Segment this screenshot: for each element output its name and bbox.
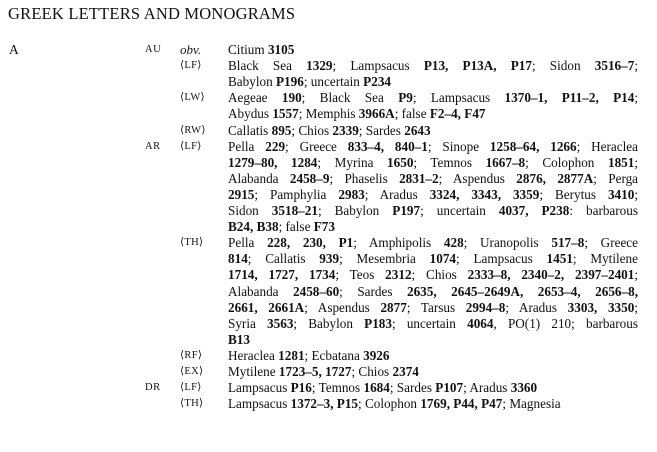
place-text: ; Magnesia [502, 396, 561, 412]
position-label: ⟨TH⟩ [180, 398, 204, 410]
reference-number: 2458–9 [289, 170, 330, 186]
place-text: Sidon [228, 203, 272, 218]
position-label: ⟨LF⟩ [180, 140, 202, 152]
page-heading: GREEK LETTERS AND MONOGRAMS [8, 4, 296, 23]
reference-number: 2339 [332, 122, 359, 138]
entry-text [228, 251, 638, 267]
reference-number: P196 [276, 74, 304, 90]
index-letter: A [9, 42, 19, 57]
place-text: Callatis [228, 122, 272, 138]
reference-number: 939 [319, 251, 340, 267]
reference-number: 2915 [228, 186, 255, 202]
reference-number: 1667–8 [485, 154, 526, 170]
place-text: ; Aradus [463, 380, 511, 396]
reference-number: P16 [290, 380, 312, 396]
place-text: ; Chios [291, 122, 333, 138]
place-text: ; Memphis [298, 106, 359, 122]
place-text: ; Berytus [539, 186, 608, 202]
place-text: ; Babylon [293, 315, 365, 331]
reference-number: 1372–3, P15 [290, 396, 359, 412]
position-label: ⟨LF⟩ [180, 60, 202, 72]
place-text: ; uncertain [391, 315, 468, 331]
place-text: ; [634, 299, 639, 315]
reference-number: 3516–7 [594, 58, 635, 74]
reference-number: P9 [398, 90, 413, 106]
entry-text [228, 219, 335, 235]
place-text: ; Colophon [358, 396, 421, 412]
reference-number: 1370–1, P11–2, P14 [504, 90, 635, 106]
entry-text [228, 123, 431, 139]
place-text: Alabanda [228, 283, 294, 299]
position-label: ⟨RF⟩ [180, 349, 203, 361]
reference-number: 4037, P238 [498, 203, 570, 218]
reference-number: P107 [435, 380, 464, 396]
reference-number: B13 [228, 331, 250, 347]
place-text: ; Teos [335, 267, 386, 283]
place-text: ; Aspendus [304, 299, 381, 315]
reference-number: 3410 [607, 186, 635, 202]
entry-text [228, 139, 638, 155]
entry-text [228, 348, 389, 364]
entry-text [228, 332, 250, 348]
place-text: ; Phaselis [329, 170, 400, 186]
entry-text [228, 187, 638, 203]
position-label: ⟨LF⟩ [180, 382, 202, 394]
place-text: ; [634, 186, 638, 202]
place-text: : barbarous [569, 203, 638, 218]
place-text: ; Sidon [531, 58, 595, 74]
place-text: Lampsacus [228, 396, 291, 412]
place-text: ; Tarsus [406, 299, 466, 315]
place-text: Alabanda [228, 170, 290, 186]
reference-number: 2643 [404, 122, 431, 138]
reference-number: P13, P13A, P17 [423, 58, 532, 74]
place-text: ; Pamphylia [254, 186, 339, 202]
place-text: ; [634, 154, 639, 170]
reference-number: 2831–2 [399, 170, 439, 186]
entry-text [228, 74, 391, 90]
place-text: ; Chios [351, 364, 393, 379]
reference-number: 2333–8, 2340–2, 2397–2401 [467, 267, 635, 283]
reference-number: 814 [228, 251, 248, 267]
place-text: Aegeae [228, 90, 282, 106]
position-label: ⟨TH⟩ [180, 237, 204, 249]
reference-number: 2994–8 [465, 299, 506, 315]
place-text: ; Ecbatana [304, 347, 364, 363]
reference-number: 3105 [267, 42, 295, 57]
place-text: ; [634, 58, 638, 74]
reference-number: 228, 230, P1 [267, 235, 354, 251]
reference-number: 1684 [363, 380, 390, 396]
place-text: ; Greece [584, 235, 638, 251]
place-text: Citium [228, 42, 268, 57]
place-text: Heraclea [228, 347, 279, 363]
reference-number: 895 [271, 122, 292, 138]
place-text: Mytilene [228, 364, 279, 379]
place-text: ; [634, 267, 639, 283]
reference-number: 3563 [267, 315, 294, 331]
reference-number: F73 [313, 219, 335, 235]
reference-number: 2983 [338, 186, 365, 202]
place-text: ; Aradus [364, 186, 430, 202]
reference-number: 2661, 2661A [228, 299, 305, 315]
entry-text [228, 90, 638, 106]
reference-number: B24, B38 [228, 219, 279, 235]
reference-number: 2877 [380, 299, 407, 315]
position-label: ⟨LW⟩ [180, 92, 205, 104]
place-text: ; Temnos [311, 380, 364, 396]
reference-number: 1258–64, 1266 [489, 138, 577, 154]
entry-text [228, 396, 561, 412]
place-text: ; Amphipolis [353, 235, 444, 251]
reference-number: 1451 [546, 251, 573, 267]
place-text: ; Aradus [505, 299, 568, 315]
entry-text [228, 155, 638, 171]
reference-number: 190 [281, 90, 302, 106]
place-text: ; Callatis [247, 251, 320, 267]
reference-number: 428 [443, 235, 464, 251]
reference-number: 3303, 3350 [567, 299, 635, 315]
place-text: ; Temnos [413, 154, 486, 170]
place-text: ; Aspendus [438, 170, 517, 186]
reference-number: 4064 [467, 315, 494, 331]
metal-label: DR [145, 382, 161, 394]
reference-number: 3518–21 [271, 203, 318, 218]
position-label: obv. [180, 42, 202, 57]
place-text: ; Lampsacus [412, 90, 505, 106]
reference-number: 1714, 1727, 1734 [228, 267, 336, 283]
reference-number: 2458–60 [293, 283, 340, 299]
reference-number: 3324, 3343, 3359 [429, 186, 540, 202]
place-text: Black Sea [228, 58, 307, 74]
reference-number: 2876, 2877A [516, 170, 594, 186]
place-text: ; Sardes [389, 380, 436, 396]
reference-number: F2–4, F47 [429, 106, 486, 122]
reference-number: 1650 [387, 154, 414, 170]
reference-number: 1723–5, 1727 [278, 364, 352, 379]
reference-number: 3360 [510, 380, 538, 396]
reference-number: 833–4, 840–1 [347, 138, 428, 154]
place-text: ; Uranopolis [463, 235, 552, 251]
place-text: ; false [394, 106, 430, 122]
entry-text [228, 316, 638, 332]
place-text: ; Myrina [317, 154, 388, 170]
place-text: ; Black Sea [301, 90, 399, 106]
place-text: ; Mesembria [339, 251, 430, 267]
reference-number: 2635, 2645–2649A, 2653–4, 2656–8, [406, 283, 638, 299]
entry-text [228, 235, 638, 251]
place-text: , PO(1) 210; barbarous [493, 315, 638, 331]
place-text: Abydus [228, 106, 273, 122]
reference-number: P183 [364, 315, 392, 331]
place-text: ; Sardes [358, 122, 405, 138]
reference-number: 1329 [306, 58, 333, 74]
reference-number: 2312 [385, 267, 412, 283]
entry-text [228, 380, 537, 396]
entry-text [228, 284, 638, 300]
reference-number: 1851 [607, 154, 635, 170]
place-text: Syria [228, 315, 268, 331]
place-text: ; uncertain [303, 74, 364, 90]
place-text: ; Perga [593, 170, 639, 186]
reference-number: 2374 [392, 364, 419, 379]
reference-number: 1557 [272, 106, 299, 122]
place-text: ; Greece [285, 138, 348, 154]
place-text: Lampsacus [228, 380, 291, 396]
place-text: ; Mytilene [572, 251, 638, 267]
reference-number: 1281 [278, 347, 305, 363]
place-text: ; Lampsacus [332, 58, 424, 74]
place-text: ; Colophon [525, 154, 608, 170]
place-text: ; Chios [411, 267, 468, 283]
entry-text [228, 58, 638, 74]
reference-number: 1074 [429, 251, 456, 267]
entry-text [228, 171, 638, 187]
entry-text [228, 42, 294, 58]
place-text: Pella [228, 235, 268, 251]
reference-number: 3926 [363, 347, 390, 363]
reference-number: P197 [392, 203, 421, 218]
reference-number: 1279–80, 1284 [228, 154, 318, 170]
place-text: ; Sinope [427, 138, 490, 154]
place-text: ; Lampsacus [456, 251, 547, 267]
reference-number: P234 [363, 74, 392, 90]
place-text: ; [634, 90, 638, 106]
entry-text [228, 300, 638, 316]
entry-text [228, 106, 486, 122]
place-text: ; false [278, 219, 314, 235]
reference-number: 517–8 [551, 235, 585, 251]
position-label: ⟨EX⟩ [180, 366, 204, 377]
position-label: ⟨RW⟩ [180, 124, 206, 136]
entry-text [228, 267, 638, 283]
place-text: Babylon [228, 74, 276, 90]
place-text: Pella [228, 138, 266, 154]
place-text: ; Heraclea [576, 138, 639, 154]
place-text: ; uncertain [420, 203, 499, 218]
reference-number: 3966A [358, 106, 395, 122]
reference-number: 1769, P44, P47 [420, 396, 503, 412]
place-text: ; Babylon [317, 203, 393, 218]
reference-number: 229 [265, 138, 286, 154]
metal-label: AR [145, 140, 161, 152]
place-text: ; Sardes [339, 283, 407, 299]
entry-text [228, 364, 419, 380]
entry-text [228, 203, 638, 219]
metal-label: AU [145, 44, 162, 55]
